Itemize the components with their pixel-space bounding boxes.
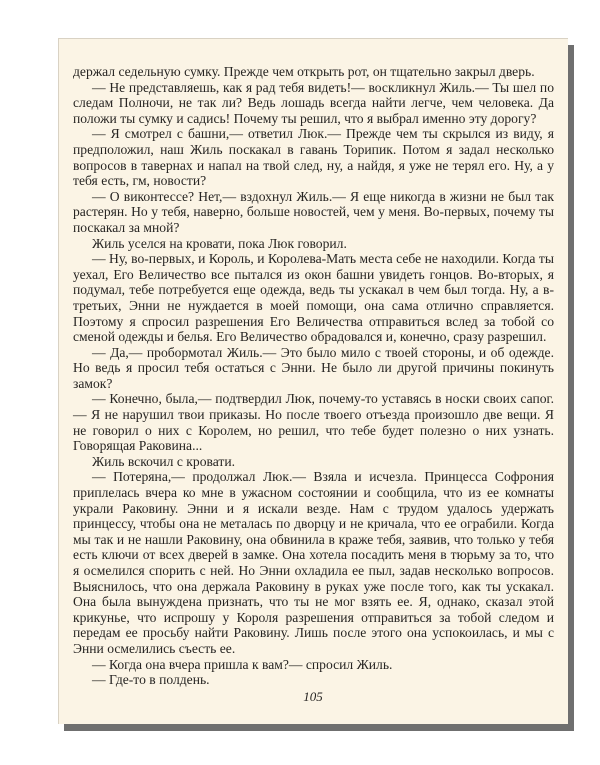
page-text <box>73 64 554 688</box>
paragraph: — Потеряна,— продолжал Люк.— Взяла и исчезла. Принцесса Софрония приплелась вчера ко мне в ужасном состоянии и сообщила, что из ее комнаты украли Раковину. Энни и я искали везде. Нам с трудом удалось удержать принцессу, чтобы она не металась по дворцу и не кричала, что ее ограбили. Когда мы так и не нашли Раковину, она обвинила в краже тебя, заявив, что только у тебя есть ключи от всех дверей в замке. Она хотела посадить меня в тюрьму за то, что я осмелился спорить с ней. Но Энни охладила ее пыл, задав несколько вопросов. Выяснилось, что она держала Раковину в руках уже после того, как ты ускакал. Она была вынуждена признать, что ты не мог взять ее. Я, однако, сказал этой крикунье, что испрошу у Короля разрешения отправиться за тобой следом и передам ее просьбу найти Раковину. Лишь после этого она успокоилась, и мы с Энни осмелились съесть ее. <box>73 469 554 656</box>
book-page <box>58 38 568 724</box>
paragraph: Жиль уселся на кровати, пока Люк говорил. <box>92 235 347 251</box>
paragraph: держал седельную сумку. Прежде чем открыть рот, он тщательно закрыл дверь. <box>73 64 535 79</box>
paragraph: — Когда она вчера пришла к вам?— спросил Жиль. <box>92 656 393 672</box>
paragraph: — Да,— пробормотал Жиль.— Это было мило с твоей стороны, и об одежде. Но ведь я просил тебя остаться с Энни. Не было ли другой причины покинуть замок? <box>73 344 554 391</box>
paragraph: — О виконтессе? Нет,— вздохнул Жиль.— Я еще никогда в жизни не был так растерян. Но у тебя, наверно, больше новостей, чем у меня. Во-первых, почему ты поскакал за мной? <box>73 188 554 235</box>
paragraph: — Где-то в полдень. <box>92 672 210 688</box>
paragraph: — Конечно, была,— подтвердил Люк, почему-то уставясь в носки своих сапог.— Я не нарушил твои приказы. Но после твоего отъезда произошло две вещи. Я не говорил о них с Королем, но решил, что тебе будет полезно о них узнать. Говорящая Раковина... <box>73 391 554 454</box>
paragraph: — Ну, во-первых, и Король, и Королева-Мать места себе не находили. Когда ты уехал, Его Величество все пытался из окон башни увидеть гонцов. Во-вторых, я подумал, тебе потребуется еще одежда, ведь ты ускакал в чем был тогда. Ну, а в-третьих, Энни не нуждается в моей помощи, она сама отлично справляется. Поэтому я спросил разрешения Его Величества отправиться вслед за тобой со сменой одежды и белья. Его Величество обрадовался и, конечно, сразу разрешил. <box>73 251 554 345</box>
paragraph: Жиль вскочил с кровати. <box>92 453 236 469</box>
paragraph: — Я смотрел с башни,— ответил Люк.— Прежде чем ты скрылся из виду, я предположил, наш Жиль поскакал в гавань Торипик. Потом я задал несколько вопросов в тавернах и напал на твой след, ну, а найдя, я уже не терял его. Ну, а у тебя есть, гм, новости? <box>73 126 554 189</box>
page-number: 105 <box>303 689 323 704</box>
paragraph: — Не представляешь, как я рад тебя видеть!— воскликнул Жиль.— Ты шел по следам Полночи, не так ли? Ведь лошадь всегда найти легче, чем человека. Да положи ты сумку и садись! Почему ты решил, что я выбрал именно эту дорогу? <box>73 79 554 126</box>
